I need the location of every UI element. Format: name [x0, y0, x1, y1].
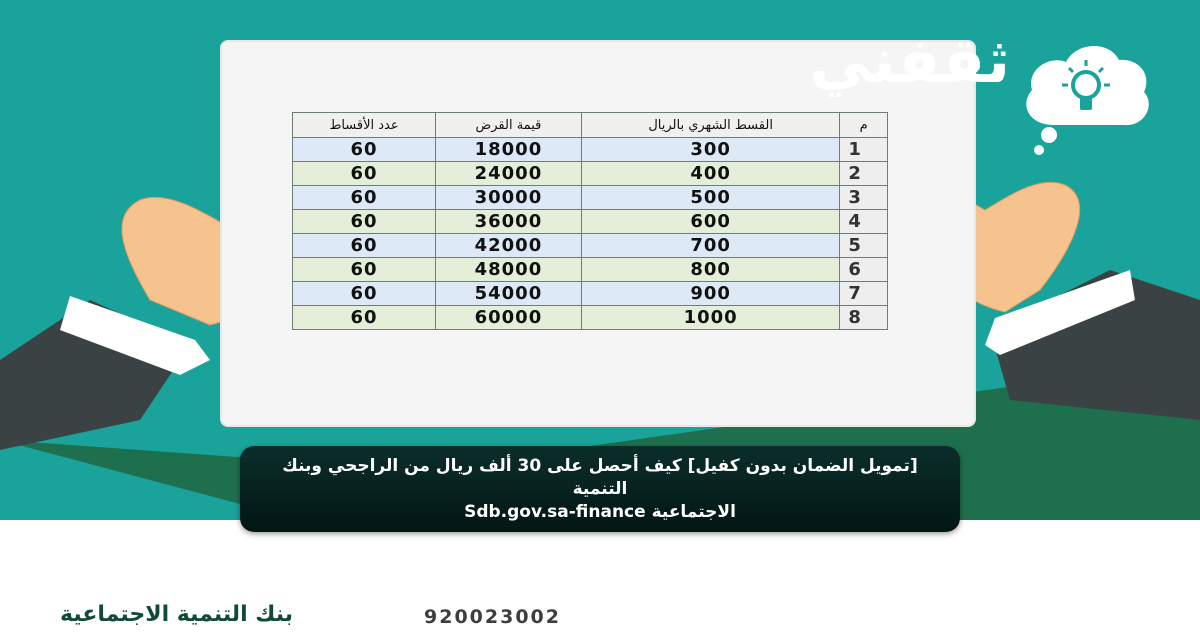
cell-loan: 30000 [435, 186, 581, 210]
cell-installment: 300 [581, 138, 839, 162]
article-caption [240, 446, 960, 532]
cell-index: 7 [840, 282, 888, 306]
cell-installment: 700 [581, 234, 839, 258]
cell-index: 4 [840, 210, 888, 234]
cell-index: 2 [840, 162, 888, 186]
cell-index: 6 [840, 258, 888, 282]
header-loan: قيمة القرض [435, 113, 581, 138]
bank-phone: 920023002 [424, 606, 561, 628]
cloud-bulb-icon [1026, 46, 1148, 155]
table-row [293, 234, 888, 258]
cell-installment: 800 [581, 258, 839, 282]
cell-loan: 60000 [435, 306, 581, 330]
cell-installment: 1000 [581, 306, 839, 330]
cell-loan: 54000 [435, 282, 581, 306]
cell-installment: 600 [581, 210, 839, 234]
caption-line-1: [تمويل الضمان بدون كفيل] كيف أحصل على 30 ألف ريال من الراجحي وبنك التنمية [282, 455, 918, 499]
cell-count: 60 [293, 282, 436, 306]
cell-installment: 400 [581, 162, 839, 186]
cell-loan: 36000 [435, 210, 581, 234]
cell-count: 60 [293, 234, 436, 258]
cell-count: 60 [293, 210, 436, 234]
table-row [293, 162, 888, 186]
cell-installment: 500 [581, 186, 839, 210]
bank-name: بنك التنمية الاجتماعية [60, 602, 293, 627]
table-row [293, 306, 888, 330]
caption-line-2: الاجتماعية Sdb.gov.sa-finance [464, 501, 736, 522]
cell-count: 60 [293, 186, 436, 210]
cell-loan: 18000 [435, 138, 581, 162]
cell-index: 1 [840, 138, 888, 162]
cell-installment: 900 [581, 282, 839, 306]
header-index: م [840, 113, 888, 138]
table-row [293, 282, 888, 306]
cell-loan: 42000 [435, 234, 581, 258]
cell-count: 60 [293, 306, 436, 330]
table-row [293, 210, 888, 234]
table-row [293, 186, 888, 210]
cell-index: 5 [840, 234, 888, 258]
cell-loan: 48000 [435, 258, 581, 282]
divider [920, 611, 1020, 613]
cell-index: 8 [840, 306, 888, 330]
cell-count: 60 [293, 258, 436, 282]
cell-count: 60 [293, 138, 436, 162]
cell-count: 60 [293, 162, 436, 186]
logo-text: ثقفني [809, 24, 1010, 97]
table-row [293, 258, 888, 282]
header-count: عدد الأقساط [293, 113, 436, 138]
header-installment: القسط الشهري بالريال [581, 113, 839, 138]
cell-index: 3 [840, 186, 888, 210]
cell-loan: 24000 [435, 162, 581, 186]
